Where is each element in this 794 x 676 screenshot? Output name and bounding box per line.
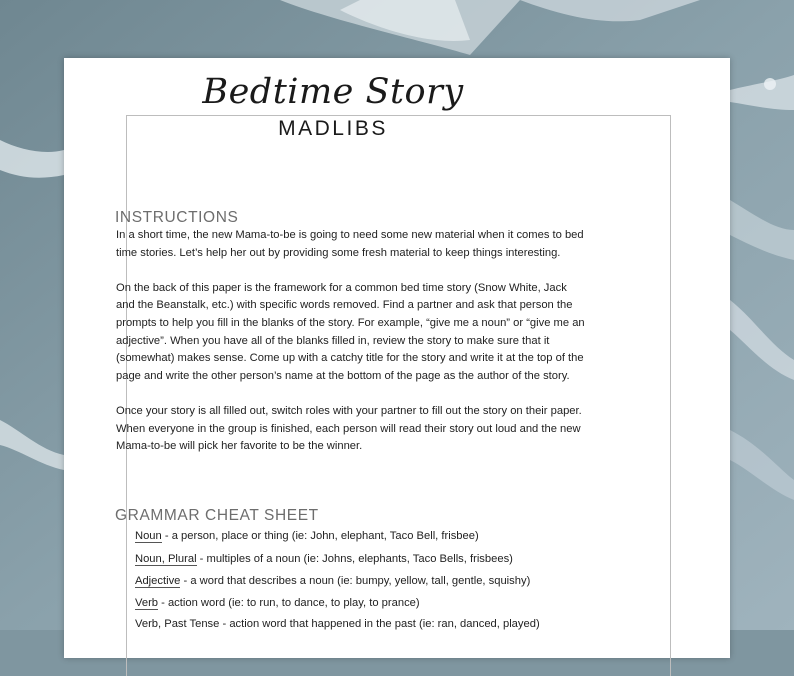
- grammar-term: Adjective: [135, 575, 181, 587]
- instructions-body: [116, 227, 586, 456]
- grammar-definition: - multiples of a noun (ie: Johns, elephants, Taco Bells, frisbees): [196, 553, 513, 565]
- grammar-item: [135, 575, 530, 587]
- grammar-definition: - a person, place or thing (ie: John, elephant, Taco Bell, frisbee): [161, 530, 479, 542]
- grammar-definition: - a word that describes a noun (ie: bumpy, yellow, tall, gentle, squishy): [180, 575, 531, 587]
- page-subtitle: MADLIBS: [278, 117, 388, 140]
- grammar-term: Verb, Past Tense: [135, 618, 220, 630]
- grammar-item: [135, 530, 479, 542]
- instructions-paragraph-3: Once your story is all filled out, switch roles with your partner to fill out the story on their paper. When everyone in the group is finished, each person will read their story out loud and the new Mama-to-be will pick her favorite to be the winner.: [116, 404, 582, 453]
- grammar-item: [135, 597, 420, 609]
- grammar-definition: - action word (ie: to run, to dance, to play, to prance): [158, 597, 420, 609]
- instructions-paragraph-2: On the back of this paper is the framework for a common bed time story (Snow White, Jack and the Beanstalk, etc.) with specific words removed. Find a partner and ask that person the prompts to help you fill in the blanks of the story. For example, “give me a noun” or “give me an adjective”. When you have all of the blanks filled in, review the story to make sure that it (somewhat) makes sense. Come up with a catchy title for the story and write it at the top of the page and write the other person’s name at the bottom of the page as the author of the story.: [116, 281, 585, 382]
- grammar-term: Noun: [135, 530, 162, 542]
- grammar-term: Noun, Plural: [135, 553, 197, 565]
- instructions-paragraph-1: In a short time, the new Mama-to-be is going to need some new material when it comes to bed time stories. Let’s help her out by providing some fresh material to keep things interesting.: [116, 229, 584, 259]
- grammar-definition: - action word that happened in the past (ie: ran, danced, played): [219, 618, 540, 630]
- instructions-heading: INSTRUCTIONS: [115, 209, 239, 226]
- grammar-term: Verb: [135, 597, 159, 609]
- grammar-item: [135, 618, 540, 630]
- page-title: Bedtime Story: [202, 72, 464, 112]
- grammar-heading: GRAMMAR CHEAT SHEET: [115, 507, 319, 524]
- grammar-item: [135, 553, 513, 565]
